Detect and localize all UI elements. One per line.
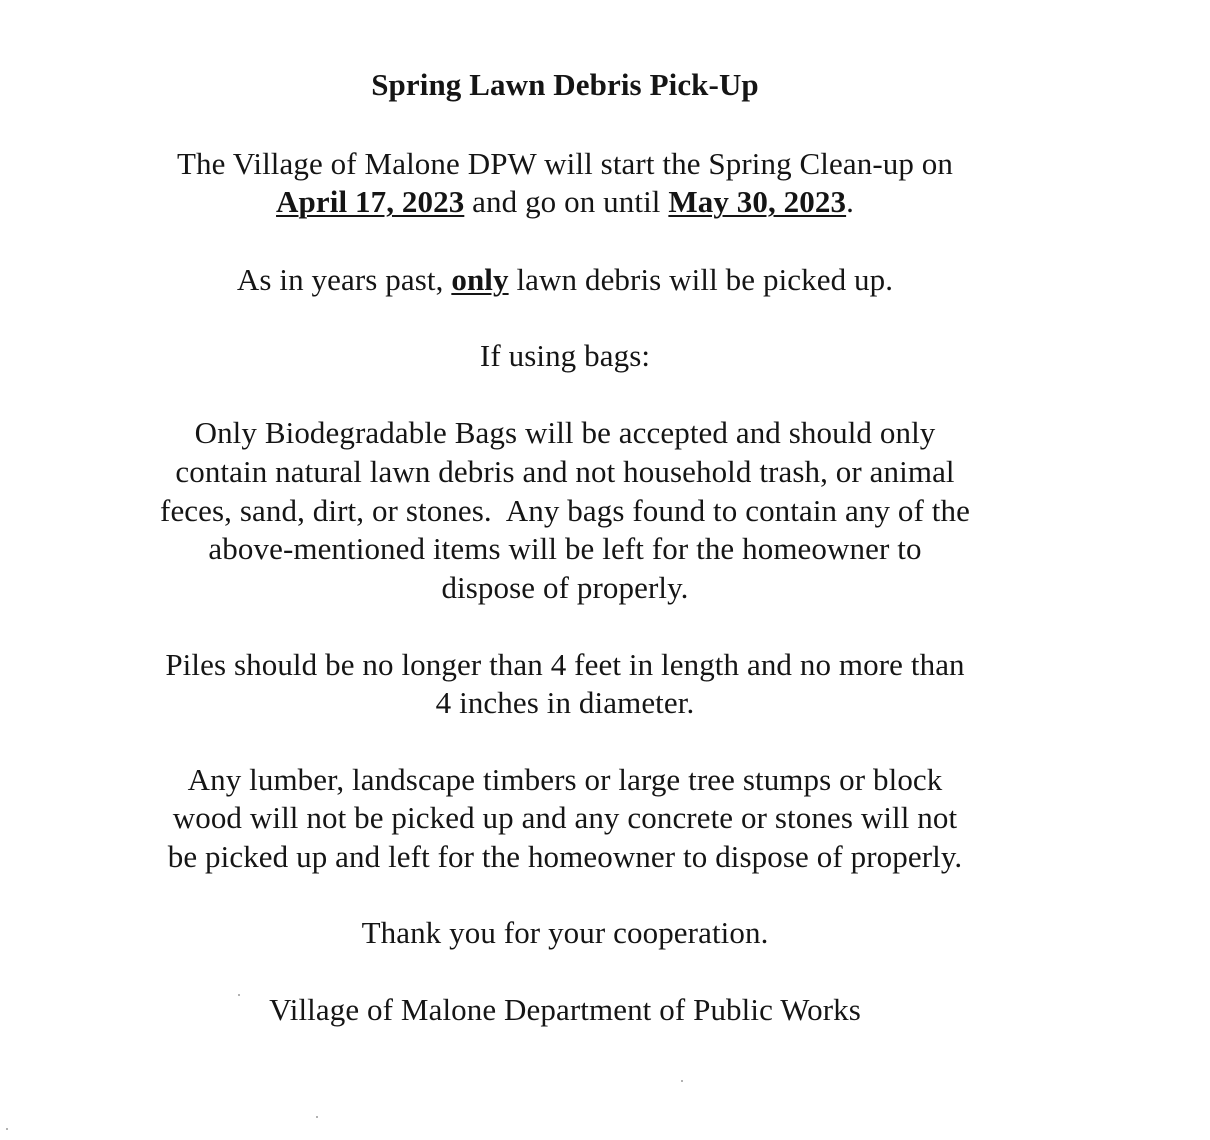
intro-line-2 xyxy=(0,183,1130,221)
end-date: May 30, 2023 xyxy=(668,184,847,219)
intro-line-1: The Village of Malone DPW will start the Spring Clean-up on xyxy=(176,146,954,181)
only-line-before: As in years past, xyxy=(236,262,452,297)
bags-heading: If using bags: xyxy=(479,338,651,373)
bags-line: Only Biodegradable Bags will be accepted and should only xyxy=(194,415,936,450)
bags-line: contain natural lawn debris and not household trash, or animal xyxy=(175,454,955,489)
lumber-line: Any lumber, landscape timbers or large tree stumps or block xyxy=(187,762,943,797)
bags-line: above-mentioned items will be left for the homeowner to xyxy=(208,531,922,566)
start-date: April 17, 2023 xyxy=(276,184,465,219)
scan-speck xyxy=(316,1116,318,1118)
scan-speck xyxy=(6,1128,8,1130)
notice-title: Spring Lawn Debris Pick-Up xyxy=(371,67,759,102)
piles-line: Piles should be no longer than 4 feet in length and no more than xyxy=(165,647,965,682)
bags-line: feces, sand, dirt, or stones. Any bags found to contain any of the xyxy=(160,493,970,528)
lumber-line: wood will not be picked up and any concrete or stones will not xyxy=(172,800,958,835)
intro-end-text: . xyxy=(846,184,854,219)
only-emphasis: only xyxy=(451,262,509,297)
only-lawn-debris-line xyxy=(0,261,1130,299)
thanks-line: Thank you for your cooperation. xyxy=(361,915,769,950)
lumber-line: be picked up and left for the homeowner to dispose of properly. xyxy=(167,839,963,874)
bags-line: dispose of properly. xyxy=(441,570,689,605)
only-line-after: lawn debris will be picked up. xyxy=(508,262,894,297)
piles-line: 4 inches in diameter. xyxy=(435,685,695,720)
scan-speck xyxy=(238,994,240,996)
scan-speck xyxy=(681,1080,683,1082)
signature-line: Village of Malone Department of Public Works xyxy=(269,992,861,1027)
intro-mid-text: and go on until xyxy=(464,184,669,219)
